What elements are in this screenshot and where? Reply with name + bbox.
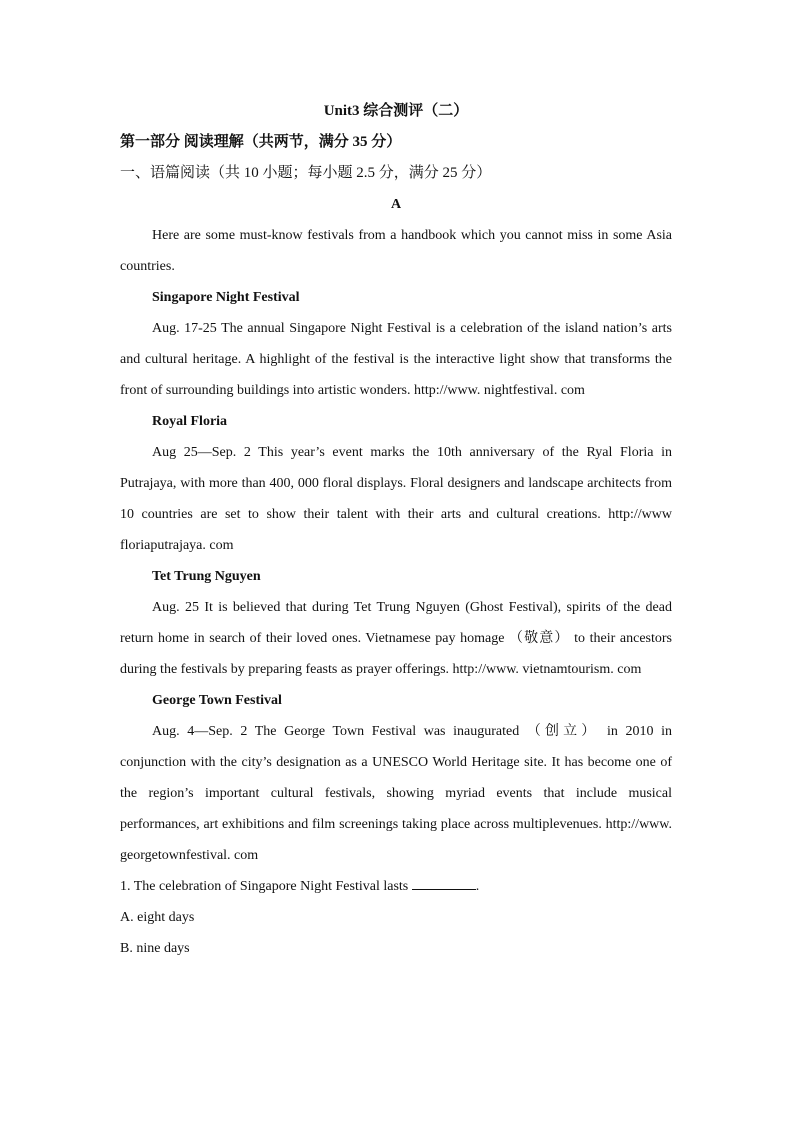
festival-heading: George Town Festival: [152, 693, 282, 708]
question-stem: [120, 871, 672, 902]
intro-paragraph: Here are some must-know festivals from a handbook which you cannot miss in some Asia countries.: [120, 228, 672, 274]
festival-heading: Royal Floria: [152, 414, 228, 429]
option-b: B. nine days: [120, 941, 190, 956]
part-heading: 第一部分 阅读理解（共两节，满分 35 分）: [120, 134, 402, 150]
document-page: [120, 96, 672, 964]
festival-paragraph: Aug. 17-25 The annual Singapore Night Festival is a celebration of the island nation’s arts and cultural heritage. A highlight of the festival is the interactive light show that transforms the front of surrounding buildings into artistic wonders. http://www. nightfestival. com: [120, 321, 672, 398]
festival-heading: Singapore Night Festival: [152, 290, 300, 305]
question-end: .: [475, 879, 480, 894]
festival-heading: Tet Trung Nguyen: [152, 569, 261, 584]
festival-paragraph: Aug. 4—Sep. 2 The George Town Festival was inaugurated （创立） in 2010 in conjunction with the city’s designation as a UNESCO World Heritage site. It has become one of the region’s important cultural festivals, showing myriad events that include musical performances, art exhibitions and film screenings taking place across multiplevenues. http://www. georgetownfestival. com: [120, 724, 672, 863]
section-heading: 一、语篇阅读（共 10 小题；每小题 2.5 分，满分 25 分）: [120, 165, 492, 181]
answer-blank: [412, 875, 476, 890]
question-text: 1. The celebration of Singapore Night Festival lasts: [120, 879, 409, 894]
passage-label: A: [390, 197, 402, 212]
document-title: Unit3 综合测评（二）: [323, 103, 469, 119]
option-a: A. eight days: [120, 910, 195, 925]
festival-paragraph: Aug. 25 It is believed that during Tet Trung Nguyen (Ghost Festival), spirits of the dead return home in search of their loved ones. Vietnamese pay homage （敬意） to their ancestors during the festivals by preparing feasts as prayer offerings. http://www. vietnamtourism. com: [120, 600, 672, 677]
festival-paragraph: Aug 25—Sep. 2 This year’s event marks the 10th anniversary of the Ryal Floria in Putrajaya, with more than 400, 000 floral displays. Floral designers and landscape architects from 10 countries are set to show their talent with their arts and cultural creations. http://www floriaputrajaya. com: [120, 445, 672, 553]
